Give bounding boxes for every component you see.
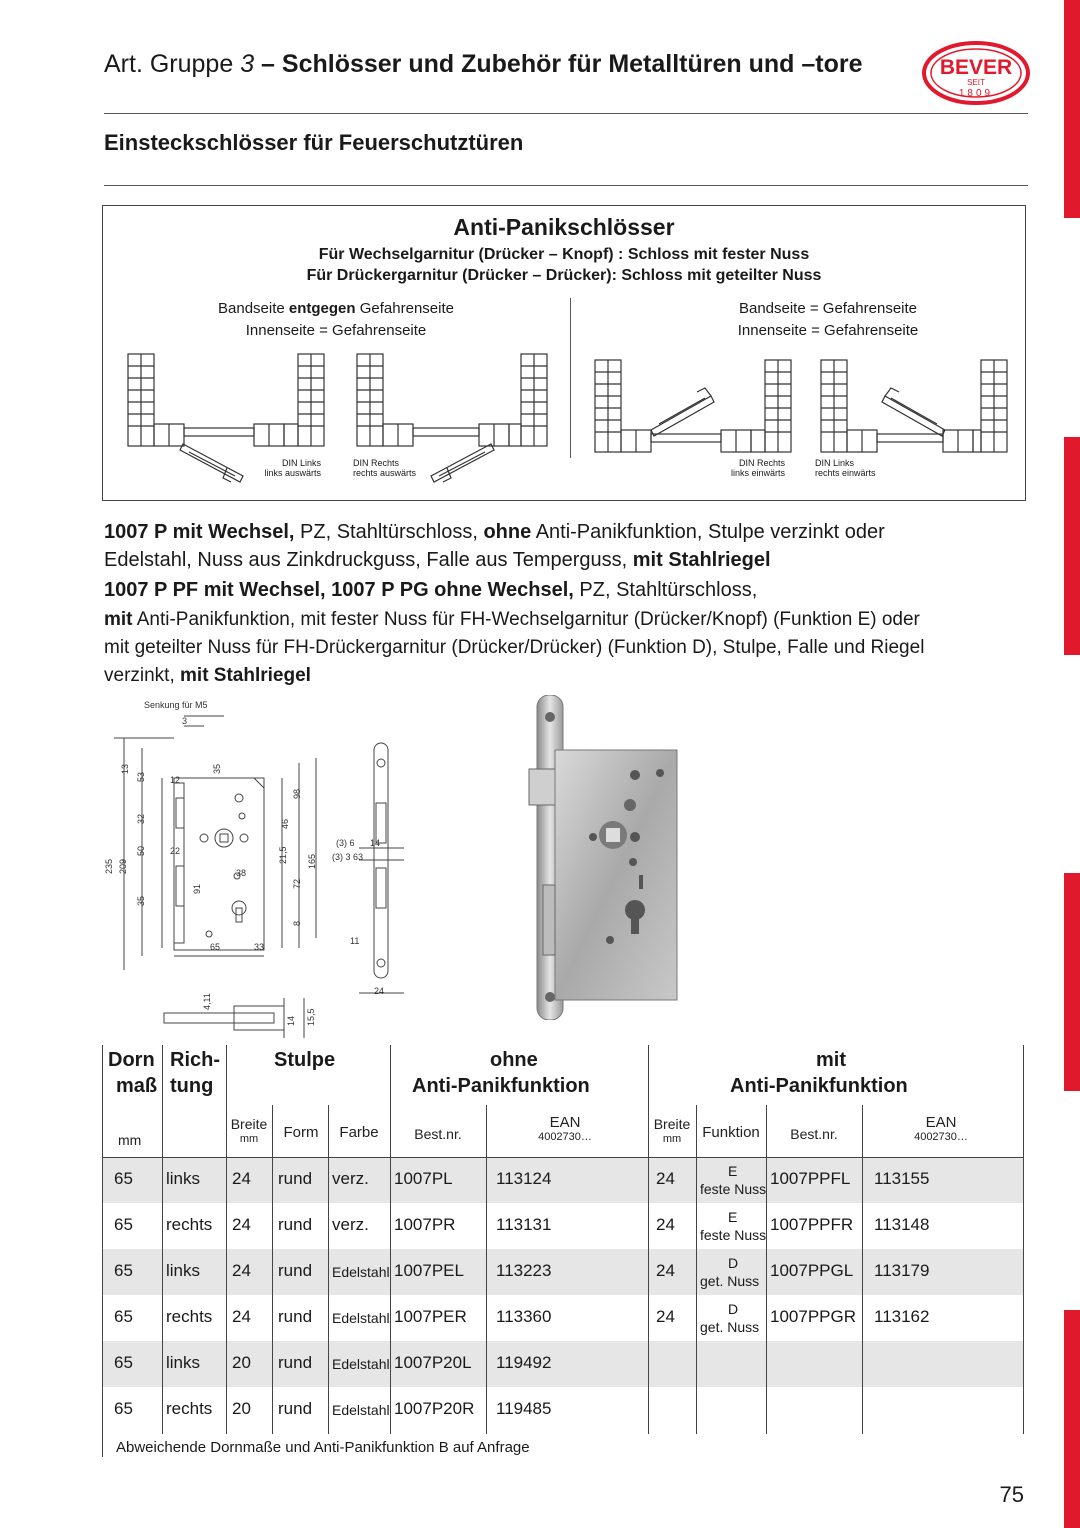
group-number: 3 bbox=[240, 50, 255, 78]
hdr-stulpe: Stulpe bbox=[274, 1049, 336, 1071]
product-desc-2 bbox=[104, 576, 1028, 604]
dim-14b: 14 bbox=[286, 1015, 296, 1026]
box-line-1: Für Wechselgarnitur (Drücker – Knopf) : Schloss mit fester Nuss bbox=[318, 246, 810, 263]
cell-funktion-code: E bbox=[728, 1209, 738, 1225]
section-rule bbox=[104, 185, 1028, 186]
header-title: – Schlösser und Zubehör für Metalltüren und –tore bbox=[261, 50, 863, 78]
hdr-mass: maß bbox=[116, 1075, 158, 1097]
cell-breite2: 24 bbox=[656, 1307, 675, 1326]
product-desc-1 bbox=[104, 518, 1028, 546]
sub-ean bbox=[490, 1115, 640, 1145]
cell-funktion-nuss: feste Nuss bbox=[700, 1227, 767, 1243]
box-divider bbox=[570, 298, 571, 458]
left-caption-a-bold: entgegen bbox=[288, 300, 356, 317]
cell-dorn: 65 bbox=[114, 1399, 133, 1418]
diag4-label-a: DIN Links bbox=[815, 458, 855, 468]
cell-breite: 20 bbox=[232, 1399, 251, 1418]
sub-breite bbox=[230, 1117, 268, 1147]
dim-46: 46 bbox=[280, 818, 290, 829]
cell-ean2: 113148 bbox=[874, 1215, 930, 1234]
dim-24: 24 bbox=[374, 986, 385, 996]
dim-50: 50 bbox=[136, 845, 146, 856]
left-caption-a bbox=[201, 300, 471, 317]
desc-p1-t2: Anti-Panikfunktion, Stulpe verzinkt oder bbox=[531, 521, 885, 543]
dim-53: 53 bbox=[136, 771, 146, 782]
hdr-dorn: Dorn bbox=[108, 1049, 155, 1071]
technical-drawing bbox=[104, 698, 414, 1038]
logo-year: 1809 bbox=[958, 88, 994, 99]
sub-ean-3 bbox=[866, 1115, 1016, 1145]
cell-ean: 119492 bbox=[496, 1353, 552, 1372]
sub-mm: mm bbox=[118, 1132, 142, 1148]
side-tab-4 bbox=[1064, 1310, 1080, 1528]
dim-12: 12 bbox=[170, 775, 181, 785]
table-row bbox=[102, 1395, 1024, 1435]
cell-form: rund bbox=[278, 1169, 313, 1188]
cell-funktion-code: D bbox=[728, 1301, 739, 1317]
side-tab-2 bbox=[1064, 437, 1080, 655]
table-row bbox=[102, 1257, 1024, 1297]
side-tab-3 bbox=[1064, 873, 1080, 1091]
cell-ean2: 113155 bbox=[874, 1169, 930, 1188]
dim-32: 32 bbox=[136, 813, 146, 824]
cell-richtung: rechts bbox=[166, 1399, 213, 1418]
page-number: 75 bbox=[999, 1482, 1024, 1507]
dim-3-3-63: (3) 3 63 bbox=[332, 852, 364, 862]
desc-p2-b1: 1007 P PF mit Wechsel, 1007 P PG ohne Wechsel, bbox=[104, 579, 574, 601]
sub-ean-3-prefix: 4002730… bbox=[914, 1131, 968, 1143]
cell-dorn: 65 bbox=[114, 1261, 133, 1280]
cell-dorn: 65 bbox=[114, 1215, 133, 1234]
cell-funktion-nuss: feste Nuss bbox=[700, 1181, 767, 1197]
sub-funktion: Funktion bbox=[702, 1124, 760, 1141]
sub-breite-2-label: Breite bbox=[653, 1116, 691, 1132]
dim-65: 65 bbox=[210, 942, 221, 952]
cell-farbe: Edelstahl bbox=[332, 1264, 390, 1280]
cell-form: rund bbox=[278, 1261, 313, 1280]
table-row bbox=[102, 1211, 1024, 1251]
sub-breite-label: Breite bbox=[230, 1116, 268, 1132]
desc-p1-t3: Edelstahl, Nuss aus Zinkdruckguss, Falle aus Temperguss, bbox=[104, 549, 633, 571]
desc-p1-t1: PZ, Stahltürschloss, bbox=[294, 521, 484, 543]
dim-35b: 35 bbox=[136, 895, 146, 906]
desc-p3-t1: Anti-Panikfunktion, mit fester Nuss für FH-Wechselgarnitur (Drücker/Knopf) (Funktion E) oder bbox=[132, 609, 920, 630]
diag1-label-b: links auswärts bbox=[264, 468, 321, 478]
diag4-label bbox=[815, 458, 876, 478]
box-line-2: Für Drückergarnitur (Drücker – Drücker): Schloss mit geteilter Nuss bbox=[306, 267, 822, 284]
logo-text: BEVER bbox=[939, 56, 1013, 79]
sub-ean-label: EAN bbox=[549, 1114, 581, 1131]
diag3-label bbox=[723, 458, 785, 478]
dim-33: 33 bbox=[254, 942, 265, 952]
cell-farbe: Edelstahl bbox=[332, 1310, 390, 1326]
cell-ean: 113360 bbox=[496, 1307, 552, 1326]
table-row bbox=[102, 1303, 1024, 1343]
group-prefix: Art. Gruppe bbox=[104, 50, 234, 78]
cell-form: rund bbox=[278, 1353, 313, 1372]
sub-ean-3-label: EAN bbox=[925, 1114, 957, 1131]
dim-15-5: 15,5 bbox=[306, 1008, 316, 1026]
dim-209: 209 bbox=[118, 858, 128, 874]
cell-richtung: links bbox=[166, 1261, 201, 1280]
cell-richtung: rechts bbox=[166, 1307, 213, 1326]
diag1-label-a: DIN Links bbox=[281, 458, 321, 468]
dim-91: 91 bbox=[192, 883, 202, 894]
dim-4-11: 4,11 bbox=[202, 993, 212, 1010]
cell-breite: 20 bbox=[232, 1353, 251, 1372]
cell-ean: 113131 bbox=[496, 1215, 552, 1234]
cell-breite2: 24 bbox=[656, 1169, 675, 1188]
cell-farbe: verz. bbox=[332, 1215, 369, 1234]
cell-form: rund bbox=[278, 1399, 313, 1418]
product-desc-3c bbox=[104, 662, 1028, 690]
cell-dorn: 65 bbox=[114, 1353, 133, 1372]
table-header-rule bbox=[102, 1157, 1024, 1158]
dim-35: 35 bbox=[212, 763, 222, 774]
cell-ean2: 113162 bbox=[874, 1307, 930, 1326]
page-header bbox=[104, 50, 863, 79]
cell-funktion-nuss: get. Nuss bbox=[700, 1273, 760, 1289]
sub-ean-prefix: 4002730… bbox=[538, 1131, 592, 1143]
dim-21-5: 21,5 bbox=[278, 846, 288, 864]
diag4-label-b: rechts einwärts bbox=[815, 468, 876, 478]
hdr-ohne-2: Anti-Panikfunktion bbox=[412, 1075, 590, 1097]
cell-best2: 1007PPGL bbox=[770, 1261, 854, 1280]
sub-breite-2-mm: mm bbox=[662, 1133, 682, 1145]
hdr-mit-2: Anti-Panikfunktion bbox=[730, 1075, 908, 1097]
right-caption-a: Bandseite = Gefahrenseite bbox=[738, 300, 918, 317]
cell-farbe: verz. bbox=[332, 1169, 369, 1188]
cell-breite2: 24 bbox=[656, 1261, 675, 1280]
desc-p1-b2: ohne bbox=[483, 521, 532, 543]
desc-p3-t2: mit geteilter Nuss für FH-Drückergarnitur (Drücker/Drücker) (Funktion D), Stulpe, Falle und Riegel bbox=[104, 637, 925, 658]
cell-form: rund bbox=[278, 1215, 313, 1234]
product-desc-3 bbox=[104, 606, 1028, 634]
lock-product-photo bbox=[515, 695, 690, 1020]
cell-best: 1007PER bbox=[394, 1307, 467, 1326]
dim-14: 14 bbox=[370, 838, 381, 848]
cell-ean2: 113179 bbox=[874, 1261, 930, 1280]
desc-p3-b1: mit bbox=[104, 609, 133, 630]
cell-best2: 1007PPFL bbox=[770, 1169, 851, 1188]
hdr-ohne-1: ohne bbox=[490, 1049, 538, 1071]
dim-38: 38 bbox=[236, 868, 247, 878]
cell-best2: 1007PPGR bbox=[770, 1307, 856, 1326]
cell-breite: 24 bbox=[232, 1169, 251, 1188]
hdr-mit-1: mit bbox=[816, 1049, 846, 1071]
left-caption-a-post: Gefahrenseite bbox=[359, 300, 454, 317]
hdr-tung: tung bbox=[170, 1075, 214, 1097]
cell-funktion-nuss: get. Nuss bbox=[700, 1319, 760, 1335]
cell-dorn: 65 bbox=[114, 1307, 133, 1326]
desc-p1-b3: mit Stahlriegel bbox=[632, 549, 771, 571]
desc-p1-b1: 1007 P mit Wechsel, bbox=[104, 521, 295, 543]
cell-richtung: rechts bbox=[166, 1215, 213, 1234]
cell-farbe: Edelstahl bbox=[332, 1356, 390, 1372]
diag3-label-a: DIN Rechts bbox=[738, 458, 785, 468]
desc-p3-t3: verzinkt, bbox=[104, 665, 181, 686]
dim-senkung: Senkung für M5 bbox=[144, 700, 208, 710]
sub-best-2: Best.nr. bbox=[790, 1126, 838, 1142]
diag2-label bbox=[353, 458, 416, 478]
cell-best2: 1007PPFR bbox=[770, 1215, 854, 1234]
cell-breite2: 24 bbox=[656, 1215, 675, 1234]
side-tab-1 bbox=[1064, 0, 1080, 218]
dim-11: 11 bbox=[350, 936, 360, 946]
hdr-rich: Rich- bbox=[170, 1049, 220, 1071]
dim-3: 3 bbox=[182, 716, 188, 726]
cell-best: 1007P20R bbox=[394, 1399, 475, 1418]
cell-breite: 24 bbox=[232, 1215, 251, 1234]
cell-funktion-code: E bbox=[728, 1163, 738, 1179]
cell-richtung: links bbox=[166, 1353, 201, 1372]
cell-best: 1007PEL bbox=[394, 1261, 464, 1280]
sub-breite-2 bbox=[650, 1117, 694, 1147]
cell-funktion-code: D bbox=[728, 1255, 739, 1271]
product-table bbox=[102, 1045, 1024, 1457]
dim-165: 165 bbox=[307, 853, 317, 869]
cell-breite: 24 bbox=[232, 1307, 251, 1326]
table-row bbox=[102, 1349, 1024, 1389]
table-row bbox=[102, 1165, 1024, 1205]
dim-235: 235 bbox=[104, 858, 114, 874]
cell-dorn: 65 bbox=[114, 1169, 133, 1188]
cell-best: 1007PR bbox=[394, 1215, 456, 1234]
dim-8: 8 bbox=[292, 920, 302, 926]
product-desc-3b bbox=[104, 634, 1028, 662]
desc-p2-t1: PZ, Stahltürschloss, bbox=[573, 579, 758, 601]
left-caption-b: Innenseite = Gefahrenseite bbox=[245, 322, 427, 339]
sub-form: Form bbox=[283, 1124, 319, 1141]
cell-ean: 113124 bbox=[496, 1169, 552, 1188]
logo-sub: SEIT bbox=[967, 78, 985, 87]
cell-ean: 113223 bbox=[496, 1261, 552, 1280]
dim-22: 22 bbox=[170, 846, 181, 856]
sub-farbe: Farbe bbox=[339, 1124, 379, 1141]
sub-breite-mm: mm bbox=[239, 1133, 259, 1145]
anti-panic-box bbox=[102, 205, 1026, 501]
diag3-label-b: links einwärts bbox=[730, 468, 785, 478]
cell-best: 1007P20L bbox=[394, 1353, 472, 1372]
dim-3-6: (3) 6 bbox=[336, 838, 355, 848]
table-footnote: Abweichende Dornmaße und Anti-Panikfunktion B auf Anfrage bbox=[116, 1439, 530, 1456]
header-rule bbox=[104, 113, 1028, 114]
right-caption-b: Innenseite = Gefahrenseite bbox=[737, 322, 919, 339]
bever-logo bbox=[920, 40, 1032, 106]
cell-breite: 24 bbox=[232, 1261, 251, 1280]
cell-ean: 119485 bbox=[496, 1399, 552, 1418]
cell-best: 1007PL bbox=[394, 1169, 453, 1188]
dim-98: 98 bbox=[292, 788, 302, 799]
dim-13: 13 bbox=[120, 763, 130, 774]
diag1-label bbox=[261, 458, 321, 478]
cell-farbe: Edelstahl bbox=[332, 1402, 390, 1418]
box-title: Anti-Panikschlösser bbox=[453, 214, 675, 240]
dim-72: 72 bbox=[292, 878, 302, 889]
sub-best: Best.nr. bbox=[414, 1126, 462, 1142]
product-desc-1b bbox=[104, 546, 1028, 574]
diag2-label-b: rechts auswärts bbox=[353, 468, 417, 478]
cell-form: rund bbox=[278, 1307, 313, 1326]
cell-richtung: links bbox=[166, 1169, 201, 1188]
diag2-label-a: DIN Rechts bbox=[353, 458, 400, 468]
left-caption-a-pre: Bandseite bbox=[218, 300, 285, 317]
desc-p3-b2: mit Stahlriegel bbox=[180, 665, 311, 686]
section-title: Einsteckschlösser für Feuerschutztüren bbox=[104, 130, 524, 155]
